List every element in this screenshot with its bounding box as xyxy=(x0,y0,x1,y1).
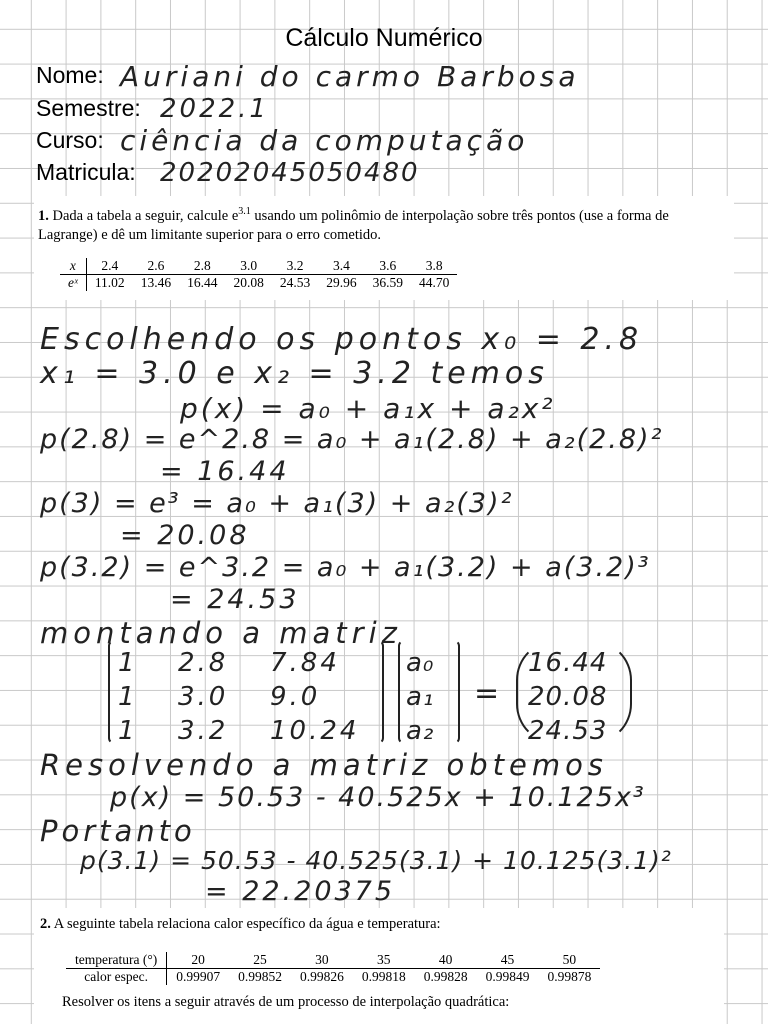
table-row xyxy=(60,275,457,292)
solution-line-15: = 22.20375 xyxy=(205,876,396,907)
name-value: Auriani do carmo Barbosa xyxy=(120,60,580,93)
table-row xyxy=(66,952,600,969)
question-2-table xyxy=(66,952,600,985)
question-2-block xyxy=(34,908,724,1024)
table-cell: 35 xyxy=(353,952,415,969)
table-header-temperature: temperatura (°) xyxy=(66,952,167,969)
matrix-cell: 2.8 xyxy=(178,648,229,678)
table-row xyxy=(60,258,457,275)
solution-line-13: Portanto xyxy=(40,814,196,848)
id-label: Matricula: xyxy=(36,159,136,185)
table-cell: 3.4 xyxy=(318,258,364,275)
table-cell: 11.02 xyxy=(94,275,125,290)
semester-value: 2022.1 xyxy=(160,94,269,124)
question-2-footer: Resolver os itens a seguir através de um processo de interpolação quadrática: xyxy=(62,994,510,1010)
table-cell: 0.99852 xyxy=(238,969,282,984)
table-cell: 24.53 xyxy=(279,275,311,290)
table-cell: 25 xyxy=(229,952,291,969)
matrix-cell: 10.24 xyxy=(270,716,360,746)
question-1-statement xyxy=(38,202,718,245)
name-label: Nome: xyxy=(36,62,104,88)
matrix-rhs: 24.53 xyxy=(528,716,608,746)
solution-line-4: p(2.8) = e^2.8 = a₀ + a₁(2.8) + a₂(2.8)² xyxy=(40,424,664,455)
table-header-x: x xyxy=(60,258,86,275)
solution-line-6: p(3) = e³ = a₀ + a₁(3) + a₂(3)² xyxy=(40,488,514,519)
question-2-number: 2. xyxy=(40,916,51,932)
matrix-cell: 1 xyxy=(118,682,138,712)
matrix-equals: = xyxy=(474,676,503,711)
question-2-text: A seguinte tabela relaciona calor específico da água e temperatura: xyxy=(53,916,441,932)
matrix-var: a₀ xyxy=(406,648,435,678)
table-cell: 13.46 xyxy=(140,275,172,290)
table-cell: 44.70 xyxy=(418,275,450,290)
table-cell: 40 xyxy=(415,952,477,969)
table-cell: 50 xyxy=(538,952,600,969)
solution-line-11: Resolvendo a matriz obtemos xyxy=(40,748,608,782)
table-cell: 0.99818 xyxy=(361,969,406,984)
table-cell: 30 xyxy=(291,952,353,969)
table-cell: 3.2 xyxy=(272,258,318,275)
matrix-rhs: 20.08 xyxy=(528,682,608,712)
matrix-cell: 9.0 xyxy=(270,682,321,712)
table-row xyxy=(66,969,600,986)
table-cell: 0.99907 xyxy=(176,969,221,984)
table-cell: 0.99849 xyxy=(485,969,530,984)
matrix-cell: 7.84 xyxy=(270,648,340,678)
table-cell: 3.6 xyxy=(365,258,411,275)
matrix-cell: 3.0 xyxy=(178,682,229,712)
table-header-calor: calor espec. xyxy=(66,969,167,986)
solution-line-12: p(x) = 50.53 - 40.525x + 10.125x³ xyxy=(110,782,646,813)
table-cell: 2.6 xyxy=(133,258,179,275)
solution-line-7: = 20.08 xyxy=(120,520,250,551)
solution-line-9: = 24.53 xyxy=(170,584,300,615)
table-cell: 3.0 xyxy=(225,258,271,275)
table-header-ex: eˣ xyxy=(60,275,86,292)
table-cell: 2.8 xyxy=(179,258,225,275)
question-1-number: 1. xyxy=(38,207,49,224)
table-cell: 45 xyxy=(477,952,539,969)
question-1-text-a: Dada a tabela a seguir, calcule e xyxy=(52,207,239,224)
table-cell: 2.4 xyxy=(86,258,132,275)
matrix-rhs: 16.44 xyxy=(528,648,608,678)
course-value: ciência da computação xyxy=(120,124,529,157)
table-cell: 20 xyxy=(167,952,229,969)
table-cell: 0.99878 xyxy=(547,969,592,984)
solution-line-14: p(3.1) = 50.53 - 40.525(3.1) + 10.125(3.1)² xyxy=(80,846,672,875)
table-cell: 0.99826 xyxy=(299,969,344,984)
table-cell: 0.99828 xyxy=(423,969,468,984)
table-cell: 16.44 xyxy=(187,275,218,290)
matrix-var: a₂ xyxy=(406,716,435,746)
question-1-text-b: usando um polinômio de interpolação sobre três pontos (use a forma de Lagrange) e dê um limitante superior para o erro cometido. xyxy=(38,207,669,243)
matrix-cell: 3.2 xyxy=(178,716,229,746)
solution-line-1: Escolhendo os pontos x₀ = 2.8 xyxy=(40,322,644,357)
page-title: Cálculo Numérico xyxy=(285,24,483,52)
solution-line-8: p(3.2) = e^3.2 = a₀ + a₁(3.2) + a(3.2)³ xyxy=(40,552,651,583)
solution-line-10: montando a matriz xyxy=(40,616,402,650)
question-1-table xyxy=(60,258,457,291)
course-label: Curso: xyxy=(36,127,104,153)
question-1-exponent: 3.1 xyxy=(238,206,251,217)
matrix-var: a₁ xyxy=(406,682,435,712)
table-cell: 36.59 xyxy=(372,275,403,290)
question-2-statement xyxy=(40,916,441,933)
semester-label: Semestre: xyxy=(36,95,141,121)
matrix-cell: 1 xyxy=(118,716,138,746)
solution-line-3: p(x) = a₀ + a₁x + a₂x² xyxy=(180,392,556,425)
id-value: 20202045050480 xyxy=(160,158,420,188)
table-cell: 29.96 xyxy=(326,275,357,290)
solution-line-5: = 16.44 xyxy=(160,456,290,487)
table-cell: 20.08 xyxy=(233,275,264,290)
matrix-cell: 1 xyxy=(118,648,138,678)
table-cell: 3.8 xyxy=(411,258,457,275)
solution-line-2: x₁ = 3.0 e x₂ = 3.2 temos xyxy=(40,356,549,391)
question-1-block xyxy=(34,196,734,300)
